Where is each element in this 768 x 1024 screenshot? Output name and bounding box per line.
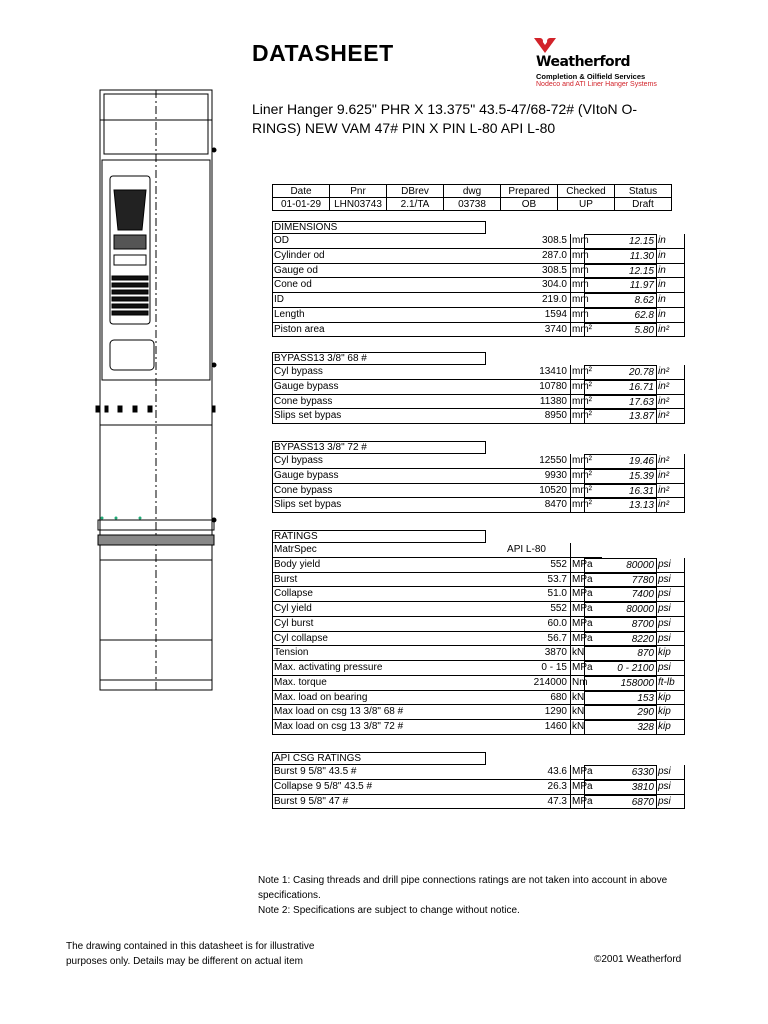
spec-label: Burst <box>272 573 486 588</box>
spec-row <box>272 395 685 410</box>
spec-label: Max. torque <box>272 676 486 691</box>
spec-section <box>272 441 685 513</box>
metric-value: 53.7 <box>486 573 570 588</box>
meta-prepared: OB <box>501 198 558 211</box>
metric-value: 552 <box>486 558 570 573</box>
meta-header-status: Status <box>615 185 672 198</box>
imperial-unit: ft-lb <box>656 676 685 691</box>
note-2: Note 2: Specifications are subject to change without notice. <box>258 905 520 916</box>
imperial-unit: in² <box>656 380 685 395</box>
spec-label: Piston area <box>272 323 486 338</box>
metric-unit: mm² <box>570 498 602 513</box>
metric-unit: MPa <box>570 587 602 602</box>
spec-label: Gauge bypass <box>272 469 486 484</box>
metric-unit: mm² <box>570 484 602 499</box>
metric-value: 47.3 <box>486 795 570 810</box>
spec-label: Gauge od <box>272 264 486 279</box>
spec-label: Burst 9 5/8" 47 # <box>272 795 486 810</box>
spec-row <box>272 323 685 338</box>
metric-unit: mm <box>570 234 602 249</box>
spec-row <box>272 661 685 676</box>
spec-row <box>272 234 685 249</box>
metric-unit: mm² <box>570 323 602 338</box>
spec-label: Max. load on bearing <box>272 691 486 706</box>
spec-section <box>272 221 685 337</box>
spec-label: Cone bypass <box>272 484 486 499</box>
metric-value: 60.0 <box>486 617 570 632</box>
spec-label: Max. activating pressure <box>272 661 486 676</box>
metric-value: 308.5 <box>486 264 570 279</box>
spec-label: Slips set bypas <box>272 498 486 513</box>
metric-unit: kN <box>570 646 602 661</box>
spec-row <box>272 617 685 632</box>
section-title: API CSG RATINGS <box>272 752 486 765</box>
metric-value: 9930 <box>486 469 570 484</box>
imperial-unit: psi <box>656 632 685 647</box>
spec-label: Max load on csg 13 3/8" 68 # <box>272 705 486 720</box>
spec-label: Gauge bypass <box>272 380 486 395</box>
spec-label: Cyl bypass <box>272 454 486 469</box>
copyright: ©2001 Weatherford <box>594 954 682 965</box>
meta-checked: UP <box>558 198 615 211</box>
metric-unit <box>570 543 602 558</box>
spec-row <box>272 587 685 602</box>
metric-value: 1594 <box>486 308 570 323</box>
spec-row <box>272 543 685 558</box>
imperial-value: 19.46 <box>584 454 656 469</box>
imperial-unit: psi <box>656 602 685 617</box>
spec-label: Collapse <box>272 587 486 602</box>
imperial-value: 62.8 <box>584 308 656 323</box>
imperial-value: 80000 <box>584 602 656 617</box>
imperial-value: 6330 <box>584 765 656 780</box>
metric-unit: Nm <box>570 676 602 691</box>
spec-row <box>272 454 685 469</box>
meta-dwg: 03738 <box>444 198 501 211</box>
imperial-value: 16.71 <box>584 380 656 395</box>
metric-value: 43.6 <box>486 765 570 780</box>
imperial-value: 153 <box>584 691 656 706</box>
section-title: BYPASS13 3/8" 72 # <box>272 441 486 454</box>
spec-section <box>272 752 685 809</box>
notes <box>258 873 688 918</box>
metric-unit: MPa <box>570 558 602 573</box>
metric-unit: kN <box>570 691 602 706</box>
meta-date: 01-01-29 <box>273 198 330 211</box>
section-title: BYPASS13 3/8" 68 # <box>272 352 486 365</box>
meta-pnr: LHN03743 <box>330 198 387 211</box>
imperial-unit: in² <box>656 409 685 424</box>
imperial-unit: in <box>656 234 685 249</box>
imperial-unit: psi <box>656 573 685 588</box>
metric-value: 51.0 <box>486 587 570 602</box>
metric-unit: MPa <box>570 765 602 780</box>
spec-section <box>272 530 685 735</box>
metric-value: 308.5 <box>486 234 570 249</box>
spec-row <box>272 469 685 484</box>
imperial-value: 80000 <box>584 558 656 573</box>
metric-value: 56.7 <box>486 632 570 647</box>
document-meta-table <box>272 184 672 211</box>
metric-value: 287.0 <box>486 249 570 264</box>
spec-row <box>272 795 685 810</box>
imperial-unit: in² <box>656 365 685 380</box>
spec-row <box>272 278 685 293</box>
spec-row <box>272 409 685 424</box>
spec-row <box>272 308 685 323</box>
meta-header-pnr: Pnr <box>330 185 387 198</box>
imperial-value: 0 - 2100 <box>584 661 656 676</box>
imperial-unit: in <box>656 264 685 279</box>
spec-row <box>272 484 685 499</box>
metric-value: 219.0 <box>486 293 570 308</box>
logo-tagline: Completion & Oilfield Services <box>536 72 646 81</box>
spec-row <box>272 558 685 573</box>
imperial-unit: kip <box>656 691 685 706</box>
metric-unit: mm <box>570 249 602 264</box>
spec-row <box>272 765 685 780</box>
metric-unit: mm² <box>570 395 602 410</box>
spec-row <box>272 293 685 308</box>
metric-unit: MPa <box>570 780 602 795</box>
imperial-unit: psi <box>656 765 685 780</box>
imperial-value: 290 <box>584 705 656 720</box>
metric-unit: kN <box>570 705 602 720</box>
meta-status: Draft <box>615 198 672 211</box>
metric-unit: mm² <box>570 380 602 395</box>
imperial-value: 15.39 <box>584 469 656 484</box>
metric-unit: MPa <box>570 573 602 588</box>
metric-value: 680 <box>486 691 570 706</box>
metric-value: 8950 <box>486 409 570 424</box>
metric-unit: MPa <box>570 617 602 632</box>
spec-label: Cyl bypass <box>272 365 486 380</box>
imperial-unit: psi <box>656 780 685 795</box>
weatherford-logo <box>520 36 680 96</box>
logo-subtagline: Nodeco and ATI Liner Hanger Systems <box>536 81 657 88</box>
spec-row <box>272 646 685 661</box>
metric-value: 304.0 <box>486 278 570 293</box>
spec-row <box>272 632 685 647</box>
weatherford-logo-mark-icon <box>532 36 558 54</box>
imperial-unit: psi <box>656 587 685 602</box>
metric-value: 12550 <box>486 454 570 469</box>
imperial-value: 13.87 <box>584 409 656 424</box>
imperial-unit: psi <box>656 795 685 810</box>
metric-value: 1290 <box>486 705 570 720</box>
imperial-unit: in² <box>656 498 685 513</box>
meta-value-row <box>273 198 672 211</box>
spec-row <box>272 780 685 795</box>
imperial-value: 7780 <box>584 573 656 588</box>
imperial-value: 12.15 <box>584 264 656 279</box>
spec-label: Tension <box>272 646 486 661</box>
imperial-value: 7400 <box>584 587 656 602</box>
imperial-value: 870 <box>584 646 656 661</box>
spec-row <box>272 498 685 513</box>
spec-label: MatrSpec <box>272 543 486 558</box>
logo-name: Weatherford <box>536 54 631 70</box>
spec-row <box>272 691 685 706</box>
spec-row <box>272 676 685 691</box>
metric-value: 8470 <box>486 498 570 513</box>
spec-row <box>272 249 685 264</box>
metric-unit: kN <box>570 720 602 735</box>
imperial-value: 8.62 <box>584 293 656 308</box>
metric-value: 10520 <box>486 484 570 499</box>
spec-row <box>272 365 685 380</box>
metric-unit: mm <box>570 293 602 308</box>
metric-unit: MPa <box>570 632 602 647</box>
metric-unit: mm <box>570 308 602 323</box>
spec-label: Cone od <box>272 278 486 293</box>
metric-unit: mm <box>570 278 602 293</box>
metric-value: 26.3 <box>486 780 570 795</box>
spec-label: Body yield <box>272 558 486 573</box>
spec-row <box>272 602 685 617</box>
imperial-value: 6870 <box>584 795 656 810</box>
metric-value: 0 - 15 <box>486 661 570 676</box>
spec-row <box>272 264 685 279</box>
spec-section <box>272 352 685 424</box>
metric-unit: mm² <box>570 454 602 469</box>
metric-value: 3870 <box>486 646 570 661</box>
metric-value: 214000 <box>486 676 570 691</box>
imperial-unit: kip <box>656 720 685 735</box>
imperial-unit: kip <box>656 646 685 661</box>
imperial-unit: psi <box>656 558 685 573</box>
imperial-unit: in² <box>656 323 685 338</box>
metric-unit: mm² <box>570 409 602 424</box>
spec-label: Cyl yield <box>272 602 486 617</box>
metric-value: 10780 <box>486 380 570 395</box>
imperial-unit: kip <box>656 705 685 720</box>
meta-dbrev: 2.1/TA <box>387 198 444 211</box>
metric-unit: mm² <box>570 469 602 484</box>
spec-label: Cone bypass <box>272 395 486 410</box>
imperial-unit: in² <box>656 395 685 410</box>
spec-label: Cyl collapse <box>272 632 486 647</box>
metric-unit: mm <box>570 264 602 279</box>
imperial-unit: in² <box>656 454 685 469</box>
spec-row <box>272 573 685 588</box>
meta-header-dbrev: DBrev <box>387 185 444 198</box>
meta-header-dwg: dwg <box>444 185 501 198</box>
meta-header-row <box>273 185 672 198</box>
spec-label: Cyl burst <box>272 617 486 632</box>
imperial-value: 13.13 <box>584 498 656 513</box>
imperial-value: 328 <box>584 720 656 735</box>
section-title: RATINGS <box>272 530 486 543</box>
imperial-value: 158000 <box>584 676 656 691</box>
spec-label: Max load on csg 13 3/8" 72 # <box>272 720 486 735</box>
imperial-value: 5.80 <box>584 323 656 338</box>
spec-label: Length <box>272 308 486 323</box>
product-description: Liner Hanger 9.625" PHR X 13.375" 43.5-47/68-72# (VItoN O-RINGS) NEW VAM 47# PIN X PIN L-80 API L-80 <box>252 101 638 136</box>
spec-row <box>272 380 685 395</box>
imperial-unit: in² <box>656 469 685 484</box>
metric-value: API L-80 <box>486 543 570 558</box>
imperial-unit: in <box>656 308 685 323</box>
imperial-value: 17.63 <box>584 395 656 410</box>
metric-value: 552 <box>486 602 570 617</box>
metric-value: 13410 <box>486 365 570 380</box>
spec-row <box>272 705 685 720</box>
spec-row <box>272 720 685 735</box>
note-1: Note 1: Casing threads and drill pipe connections ratings are not taken into account in above specifications. <box>258 875 668 901</box>
imperial-value: 8220 <box>584 632 656 647</box>
imperial-value: 11.30 <box>584 249 656 264</box>
metric-value: 1460 <box>486 720 570 735</box>
spec-label: Collapse 9 5/8" 43.5 # <box>272 780 486 795</box>
meta-header-prepared: Prepared <box>501 185 558 198</box>
spec-label: Slips set bypas <box>272 409 486 424</box>
imperial-unit: in² <box>656 484 685 499</box>
spec-label: ID <box>272 293 486 308</box>
metric-value: 3740 <box>486 323 570 338</box>
imperial-value: 16.31 <box>584 484 656 499</box>
page-title: DATASHEET <box>252 40 394 66</box>
metric-unit: MPa <box>570 661 602 676</box>
imperial-value: 20.78 <box>584 365 656 380</box>
metric-unit: MPa <box>570 795 602 810</box>
metric-unit: mm² <box>570 365 602 380</box>
imperial-unit: in <box>656 278 685 293</box>
spec-label: OD <box>272 234 486 249</box>
imperial-unit: psi <box>656 661 685 676</box>
imperial-unit: in <box>656 293 685 308</box>
disclaimer: The drawing contained in this datasheet is for illustrative purposes only. Details may be different on actual item <box>66 941 315 967</box>
imperial-unit: psi <box>656 617 685 632</box>
meta-header-checked: Checked <box>558 185 615 198</box>
imperial-value: 12.15 <box>584 234 656 249</box>
section-title: DIMENSIONS <box>272 221 486 234</box>
imperial-unit: in <box>656 249 685 264</box>
spec-label: Burst 9 5/8" 43.5 # <box>272 765 486 780</box>
metric-unit: MPa <box>570 602 602 617</box>
liner-hanger-drawing <box>88 80 248 700</box>
imperial-value: 8700 <box>584 617 656 632</box>
meta-header-date: Date <box>273 185 330 198</box>
metric-value: 11380 <box>486 395 570 410</box>
imperial-value: 11.97 <box>584 278 656 293</box>
imperial-value: 3810 <box>584 780 656 795</box>
spec-label: Cylinder od <box>272 249 486 264</box>
